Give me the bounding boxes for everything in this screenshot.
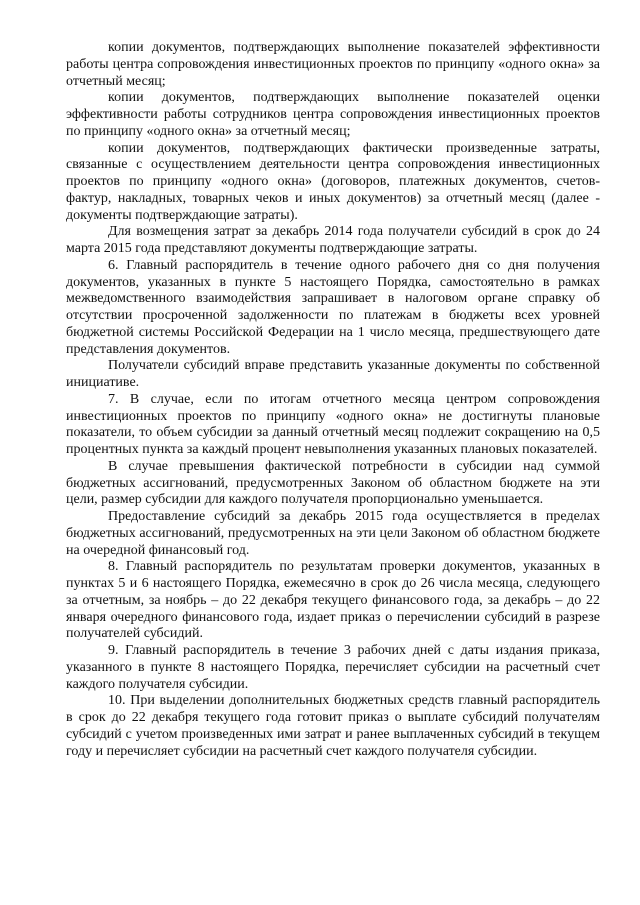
paragraph-1: копии документов, подтверждающих выполнение показателей эффективности работы центра сопровождения инвестиционных проектов по принципу «одного окна» за отчетный месяц; <box>66 40 600 89</box>
paragraph-11: 9. Главный распорядитель в течение 3 рабочих дней с даты издания приказа, указанного в пункте 8 настоящего Порядка, перечисляет субсидии на расчетный счет каждого получателя субсидии. <box>66 643 600 692</box>
paragraph-3: копии документов, подтверждающих фактически произведенные затраты, связанные с осуществлением деятельности центра сопровождения инвестиционных проектов по принципу «одного окна» (договоров, платежных документов, счетов-фактур, накладных, товарных чеков и иных документов) за отчетный месяц (далее - документы подтверждающие затраты). <box>66 140 600 223</box>
paragraph-10: 8. Главный распорядитель по результатам проверки документов, указанных в пунктах 5 и 6 настоящего Порядка, ежемесячно в срок до 26 числа месяца, следующего за отчетным, за ноябрь – до 22 декабря текущего финансового года, за декабрь – до 22 января очередного финансового года, издает приказ о перечислении субсидий в разрезе получателей субсидий. <box>66 559 600 642</box>
document-page <box>66 40 600 760</box>
paragraph-12: 10. При выделении дополнительных бюджетных средств главный распорядитель в срок до 22 декабря текущего года готовит приказ о выплате субсидий получателям субсидий с учетом произведенных ими затрат и ранее выплаченных субсидий в текущем году и перечисляет субсидии на расчетный счет каждого получателя субсидии. <box>66 693 600 759</box>
paragraph-5: 6. Главный распорядитель в течение одного рабочего дня со дня получения документов, указанных в пункте 5 настоящего Порядка, самостоятельно в рамках межведомственного взаимодействия запрашивает в налоговом органе справку об отсутствии просроченной задолженности по платежам в бюджеты всех уровней бюджетной системы Российской Федерации на 1 число месяца, предшествующего дате представления документов. <box>66 257 600 357</box>
paragraph-9: Предоставление субсидий за декабрь 2015 года осуществляется в пределах бюджетных ассигнований, предусмотренных на эти цели Законом об областном бюджете на очередной финансовый год. <box>66 509 600 558</box>
paragraph-8: В случае превышения фактической потребности в субсидии над суммой бюджетных ассигнований, предусмотренных Законом об областном бюджете на эти цели, размер субсидии для каждого получателя пропорционально уменьшается. <box>66 458 600 508</box>
paragraph-2: копии документов, подтверждающих выполнение показателей оценки эффективности работы сотрудников центра сопровождения инвестиционных проектов по принципу «одного окна» за отчетный месяц; <box>66 90 600 139</box>
paragraph-4: Для возмещения затрат за декабрь 2014 года получатели субсидий в срок до 24 марта 2015 года представляют документы подтверждающие затраты. <box>66 224 600 256</box>
paragraph-6: Получатели субсидий вправе представить указанные документы по собственной инициативе. <box>66 358 600 390</box>
paragraph-7: 7. В случае, если по итогам отчетного месяца центром сопровождения инвестиционных проектов по принципу «одного окна» не достигнуты плановые показатели, то объем субсидии за данный отчетный месяц подлежит сокращению на 0,5 процентных пункта за каждый процент невыполнения указанных плановых показателей. <box>66 391 600 457</box>
